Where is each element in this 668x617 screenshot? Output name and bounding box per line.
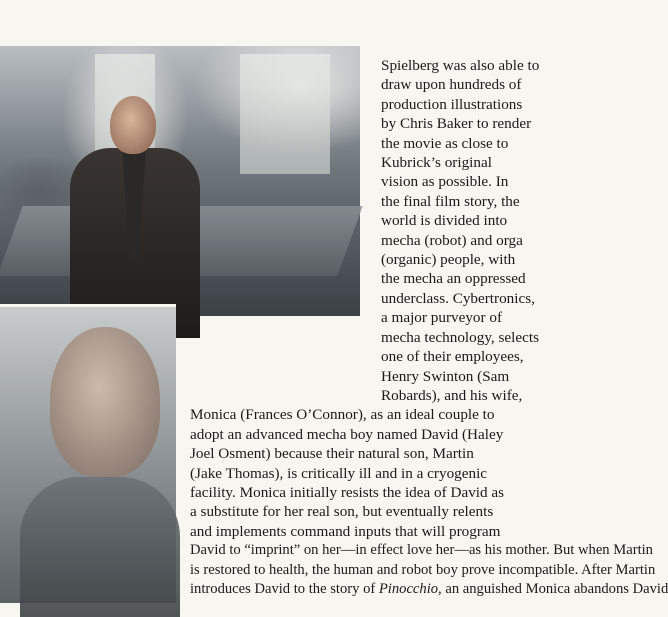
- text-line: production illustrations: [381, 95, 523, 113]
- text-line: Henry Swinton (Sam: [381, 367, 510, 385]
- window-light: [240, 54, 330, 174]
- text-line: one of their employees,: [381, 348, 524, 366]
- text-line: a substitute for her real son, but eventually relents: [190, 503, 494, 521]
- text-line: mecha technology, selects: [381, 328, 539, 346]
- text-line: mecha (robot) and orga: [381, 231, 523, 249]
- text-line: Spielberg was also able to: [381, 57, 540, 74]
- text-line: underclass. Cybertronics,: [381, 289, 535, 307]
- text-line: vision as possible. In: [381, 173, 509, 191]
- text-line: the movie as close to: [381, 134, 509, 152]
- text-line: the mecha an oppressed: [381, 270, 526, 288]
- man-figure: [70, 86, 200, 326]
- text-line: and implements command inputs that will program: [190, 522, 501, 540]
- photo-man-in-coat: [0, 46, 360, 316]
- text-line: is restored to health, the human and robot boy prove incompatible. After Martin: [190, 561, 656, 578]
- book-title-italic: Pinocchio: [378, 581, 439, 597]
- text-line: David to “imprint” on her—in effect love her—as his mother. But when Martin: [190, 542, 653, 559]
- text-run: introduces David to the story of: [190, 581, 379, 597]
- text-line: Monica (Frances O’Connor), as an ideal couple to: [190, 406, 495, 424]
- text-line: (Jake Thomas), is critically ill and in a cryogenic: [190, 464, 488, 482]
- text-line: Joel Osment) because their natural son, Martin: [190, 445, 474, 463]
- text-line: (organic) people, with: [381, 251, 516, 269]
- text-line: by Chris Baker to render: [381, 115, 532, 133]
- man-head: [110, 96, 156, 154]
- text-line: draw upon hundreds of: [381, 76, 522, 94]
- text-line: adopt an advanced mecha boy named David (Haley: [190, 425, 504, 443]
- text-line: facility. Monica initially resists the idea of David as: [190, 483, 505, 501]
- text-line: a major purveyor of: [381, 309, 503, 327]
- closeup-face: [50, 327, 160, 477]
- closeup-shoulders: [20, 477, 180, 617]
- text-line: Robards), and his wife,: [381, 386, 523, 404]
- text-line: [190, 582, 668, 597]
- text-line: world is divided into: [381, 212, 508, 230]
- text-line: the final film story, the: [381, 192, 520, 210]
- text-line: Kubrick’s original: [381, 154, 492, 172]
- text-run: , an anguished Monica abandons David: [438, 581, 668, 597]
- photo-closeup-face: [0, 304, 176, 603]
